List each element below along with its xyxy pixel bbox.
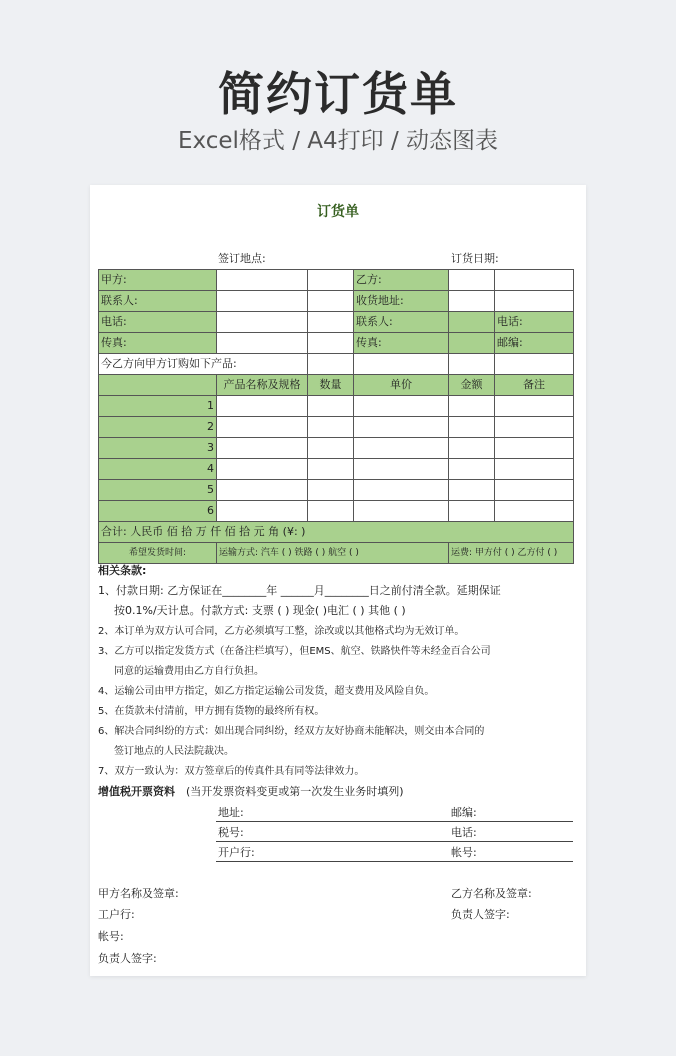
row-number: 6: [99, 501, 217, 522]
phone-label: 电话:: [99, 312, 217, 333]
cell[interactable]: [495, 291, 574, 312]
phone2-label: 电话:: [495, 312, 574, 333]
header-blank: [99, 375, 217, 396]
sign-b-name: 乙方名称及签章:: [451, 887, 532, 900]
freight-label: 运费: 甲方付 ( ) 乙方付 ( ): [449, 543, 574, 564]
term-line-3: 3、乙方可以指定发货方式（在备注栏填写），但EMS、航空、铁路快件等未经金百合公司: [98, 646, 491, 657]
term-line-6: 6、解决合同纠纷的方式：如出现合同纠纷，经双方友好协商未能解决，则交由本合同的: [98, 726, 485, 737]
table-row: [99, 480, 574, 501]
cell[interactable]: [449, 438, 495, 459]
contact2-label: 联系人:: [354, 312, 449, 333]
invoice-taxno-label: 税号:: [218, 826, 244, 839]
table-row: [99, 459, 574, 480]
cell[interactable]: [308, 438, 354, 459]
table-row: [99, 501, 574, 522]
invoice-address-label: 地址:: [218, 806, 244, 819]
invoice-bank-label: 开户行:: [218, 846, 255, 859]
table-row: [99, 438, 574, 459]
cell[interactable]: [449, 501, 495, 522]
table-row: [99, 417, 574, 438]
invoice-phone-label: 电话:: [451, 826, 477, 839]
sign-a-person: 负责人签字:: [98, 952, 157, 965]
cell[interactable]: [308, 417, 354, 438]
contact-label: 联系人:: [99, 291, 217, 312]
cell[interactable]: [308, 312, 354, 333]
term-line-2: 2、本订单为双方认可合同，乙方必须填写工整，涂改或以其他格式均为无效订单。: [98, 626, 465, 637]
party-b-field[interactable]: [449, 270, 495, 291]
cell[interactable]: [495, 459, 574, 480]
contact-field[interactable]: [217, 291, 308, 312]
total-row: 合计: 人民币 佰 拾 万 仟 佰 拾 元 角 (¥: ): [99, 522, 574, 543]
cell[interactable]: [495, 501, 574, 522]
divider: [216, 861, 573, 862]
cell[interactable]: [217, 501, 308, 522]
header-product: 产品名称及规格: [217, 375, 308, 396]
phone-field[interactable]: [217, 312, 308, 333]
cell[interactable]: [354, 501, 449, 522]
hero-subtitle: Excel格式 / A4打印 / 动态图表: [177, 128, 499, 154]
header-remark: 备注: [495, 375, 574, 396]
cell[interactable]: [495, 480, 574, 501]
row-number: 1: [99, 396, 217, 417]
cell[interactable]: [308, 291, 354, 312]
cell[interactable]: [308, 501, 354, 522]
term-line-6b: 签订地点的人民法院裁决。: [114, 746, 234, 757]
cell[interactable]: [495, 396, 574, 417]
cell[interactable]: [308, 270, 354, 291]
cell[interactable]: [308, 480, 354, 501]
invoice-note: (当开发票资料变更或第一次发生业务时填列): [186, 785, 404, 798]
cell[interactable]: [217, 396, 308, 417]
cell[interactable]: [217, 480, 308, 501]
contact2-field[interactable]: [449, 312, 495, 333]
cell[interactable]: [308, 459, 354, 480]
cell[interactable]: [495, 417, 574, 438]
row-number: 3: [99, 438, 217, 459]
cell[interactable]: [217, 417, 308, 438]
term-line-4: 4、运输公司由甲方指定，如乙方指定运输公司发货，超支费用及风险自负。: [98, 686, 435, 697]
term-line-1b: 按0.1%/天计息。付款方式: 支票 ( ) 现金( )电汇 ( ) 其他 ( ): [114, 604, 406, 617]
sign-place-label: 签订地点:: [218, 252, 266, 265]
cell[interactable]: [354, 417, 449, 438]
fax-field[interactable]: [217, 333, 308, 354]
form-title: 订货单: [317, 204, 359, 220]
receive-addr-field[interactable]: [449, 291, 495, 312]
sign-b-person: 负责人签字:: [451, 908, 510, 921]
divider: [216, 821, 573, 822]
row-number: 4: [99, 459, 217, 480]
hero-title: 简约订货单: [218, 67, 458, 121]
cell[interactable]: [354, 459, 449, 480]
sign-a-name: 甲方名称及签章:: [98, 887, 179, 900]
cell[interactable]: [217, 438, 308, 459]
term-line-1: 1、付款日期: 乙方保证在________年 ______月________日之前付清全款。延期保证: [98, 584, 501, 597]
cell[interactable]: [217, 459, 308, 480]
invoice-account-label: 帐号:: [451, 846, 477, 859]
cell[interactable]: [308, 333, 354, 354]
terms-title: 相关条款:: [98, 564, 147, 577]
cell[interactable]: [449, 459, 495, 480]
party-b-label: 乙方:: [354, 270, 449, 291]
invoice-postcode-label: 邮编:: [451, 806, 477, 819]
row-number: 5: [99, 480, 217, 501]
term-line-3b: 同意的运输费用由乙方自行负担。: [114, 666, 264, 677]
cell[interactable]: [495, 438, 574, 459]
term-line-7: 7、双方一致认为：双方签章后的传真件具有同等法律效力。: [98, 766, 365, 777]
order-table: [98, 269, 574, 564]
cell[interactable]: [308, 354, 354, 375]
party-a-label: 甲方:: [99, 270, 217, 291]
divider: [216, 841, 573, 842]
fax2-label: 传真:: [354, 333, 449, 354]
party-a-field[interactable]: [217, 270, 308, 291]
header-qty: 数量: [308, 375, 354, 396]
order-date-label: 订货日期:: [451, 252, 499, 265]
table-row: [99, 396, 574, 417]
cell[interactable]: [449, 354, 495, 375]
intro-text: 今乙方向甲方订购如下产品:: [99, 354, 308, 375]
cell[interactable]: [354, 396, 449, 417]
invoice-title: 增值税开票资料: [98, 785, 175, 798]
fax2-field[interactable]: [449, 333, 495, 354]
cell[interactable]: [308, 396, 354, 417]
cell[interactable]: [354, 438, 449, 459]
fax-label: 传真:: [99, 333, 217, 354]
term-line-5: 5、在货款未付清前，甲方拥有货物的最终所有权。: [98, 706, 325, 717]
cell[interactable]: [354, 354, 449, 375]
sign-a-account: 帐号:: [98, 930, 124, 943]
cell[interactable]: [495, 354, 574, 375]
cell[interactable]: [449, 417, 495, 438]
cell[interactable]: [354, 480, 449, 501]
sign-a-bank: 工户行:: [98, 908, 135, 921]
postcode-label: 邮编:: [495, 333, 574, 354]
cell[interactable]: [449, 480, 495, 501]
header-price: 单价: [354, 375, 449, 396]
receive-addr-label: 收货地址:: [354, 291, 449, 312]
header-amount: 金额: [449, 375, 495, 396]
order-sheet: [90, 185, 586, 976]
cell[interactable]: [495, 270, 574, 291]
row-number: 2: [99, 417, 217, 438]
ship-time-label: 希望发货时间:: [99, 543, 217, 564]
transport-label: 运输方式: 汽车 ( ) 铁路 ( ) 航空 ( ): [217, 543, 449, 564]
cell[interactable]: [449, 396, 495, 417]
